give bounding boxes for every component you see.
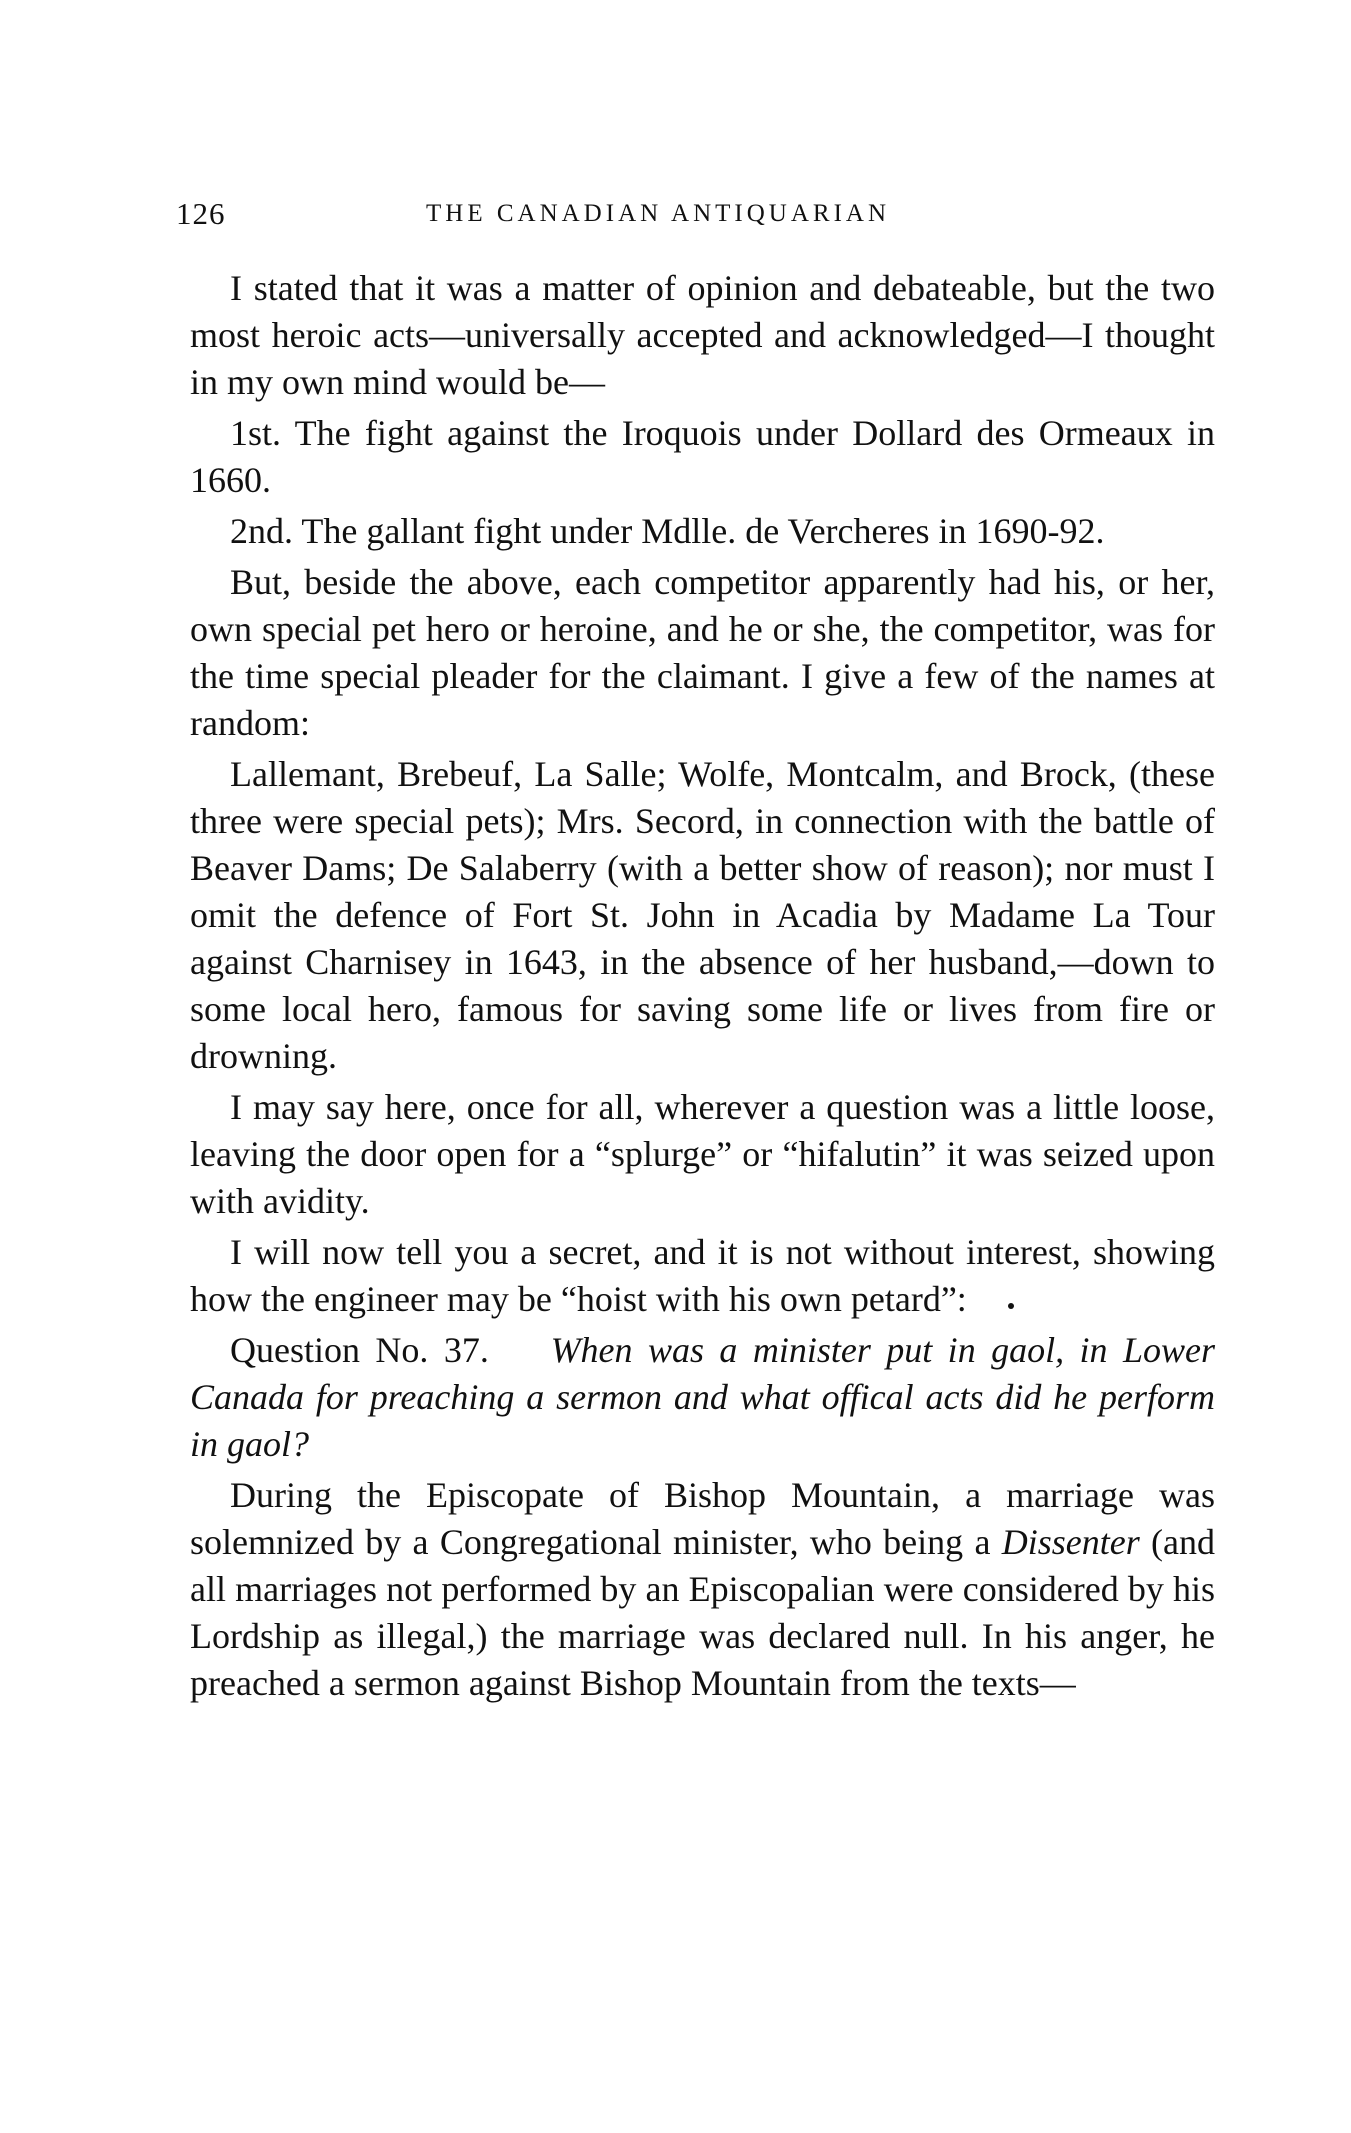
- paragraph-secret: I will now tell you a secret, and it is not without interest, showing how the engineer may be “hoist with his own petard”:: [190, 1232, 1215, 1319]
- paragraph-names-list: Lallemant, Brebeuf, La Salle; Wolfe, Montcalm, and Brock, (these three were special pets); Mrs. Secord, in connection with the battle of Beaver Dams; De Salaberry (with a better show of reason); nor must I omit the defence of Fort St. John in Acadia by Madame La Tour against Charnisey in 1643, in the absence of her husband,—down to some local hero, famous for saving some life or lives from fire or drowning.: [190, 754, 1215, 1076]
- paragraph-pet-heroes: But, beside the above, each competitor apparently had his, or her, own special pet hero or heroine, and he or she, the competitor, was for the time special pleader for the claimant. I give a few of the names at random:: [190, 562, 1215, 743]
- question-paragraph: [190, 1327, 1215, 1468]
- dissenter-word: Dissenter: [1001, 1522, 1140, 1562]
- paragraph-second-act: 2nd. The gallant fight under Mdlle. de Vercheres in 1690-92.: [230, 511, 1105, 551]
- page-header: [176, 196, 966, 236]
- paragraph-splurge: I may say here, once for all, wherever a question was a little loose, leaving the door open for a “splurge” or “hifalutin” it was seized upon with avidity.: [190, 1087, 1215, 1221]
- paragraph-first-act: 1st. The fight against the Iroquois under Dollard des Ormeaux in 1660.: [190, 413, 1215, 500]
- page-number: 126: [176, 196, 226, 231]
- episcopate-text-before: During the Episcopate of Bishop Mountain, a marriage was solemnized by a Congregational minister, who being a: [190, 1475, 1215, 1562]
- episcopate-text-after: (and all marriages not performed by an Episcopalian were considered by his Lordship as illegal,) the marriage was declared null. In his anger, he preached a sermon against Bishop Mountain from the texts—: [190, 1522, 1215, 1703]
- running-head: THE CANADIAN ANTIQUARIAN: [426, 200, 891, 227]
- stray-ink-dot: [1008, 1303, 1014, 1309]
- paragraph-episcopate: [190, 1472, 1215, 1707]
- paragraph-opinion: I stated that it was a matter of opinion and debateable, but the two most heroic acts—universally accepted and acknowledged—I thought in my own mind would be—: [190, 268, 1215, 402]
- question-text: When was a minister put in gaol, in Lower Canada for preaching a sermon and what offical acts did he perform in gaol?: [190, 1330, 1215, 1464]
- question-label: Question No. 37.: [230, 1330, 489, 1370]
- body-text: [190, 265, 1215, 1711]
